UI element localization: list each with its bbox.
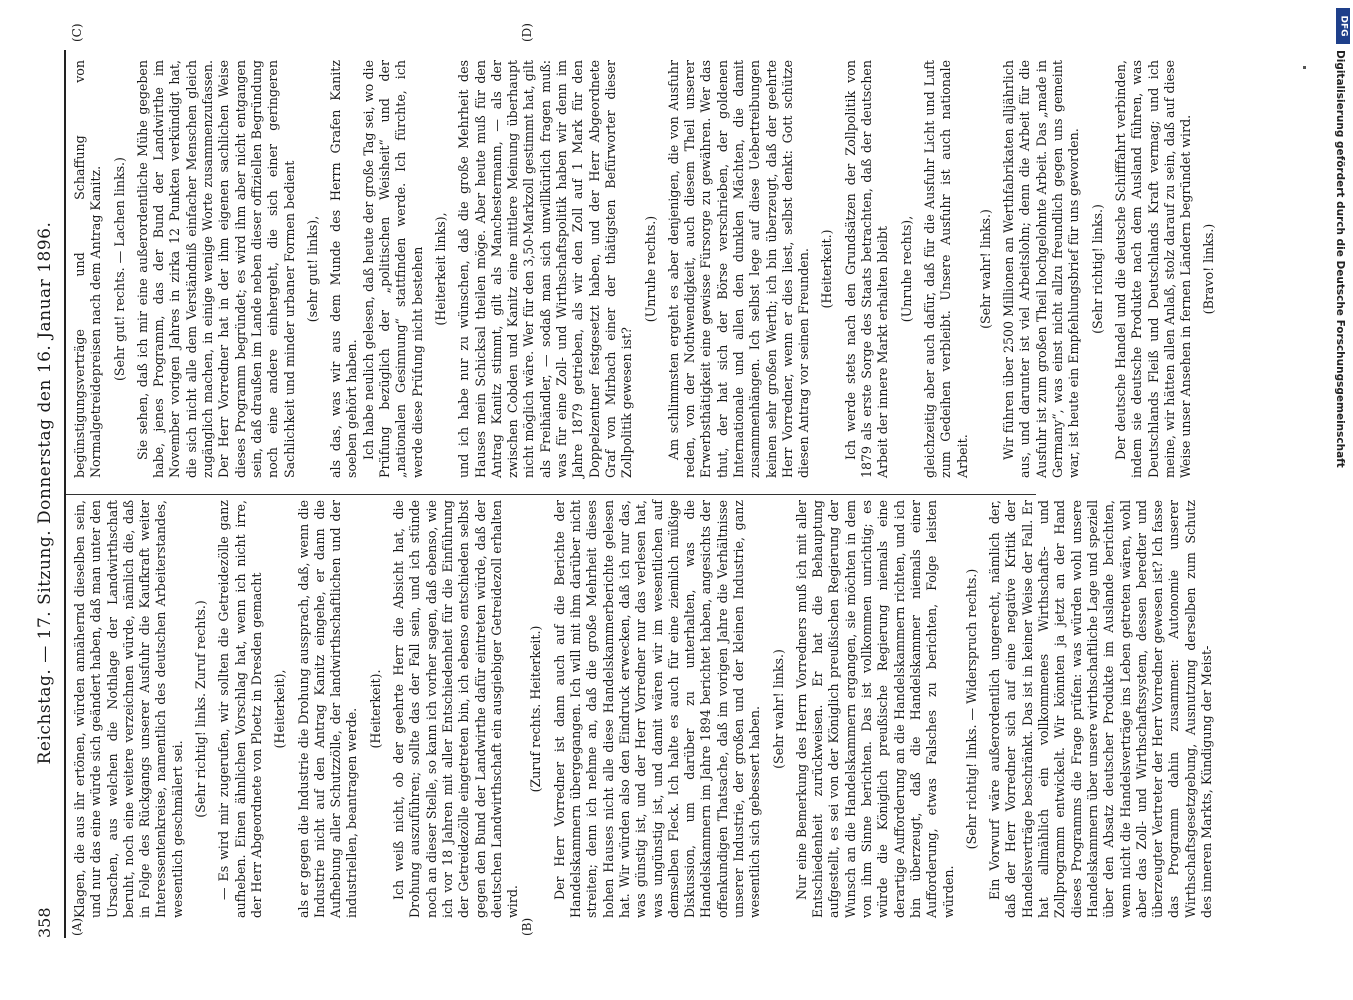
margin-marker-a: (A) [70, 917, 84, 936]
interjection: (Zuruf rechts. Heiterkeit.) [528, 625, 544, 793]
right-column [72, 60, 1217, 478]
paragraph: begünstigungsverträge und Schaffung von Normalgetreidepreisen nach dem Antrag Kanitz. [72, 60, 104, 478]
paragraph: Der deutsche Handel und die deutsche Schifffahrt verbinden, indem sie deutsche Produkte nach dem Ausland führen, was Deutschlands Fleiß und Deutschlands Kraft vermag; und ich meine, wir hätten allen Anlaß, stolz darauf zu sein, daß auf diese Weise unser Ansehen in fernen Ländern begründet wird. [1112, 60, 1194, 478]
paragraph: als das, was wir aus dem Munde des Herrn Grafen Kanitz soeben gehört haben. [328, 60, 360, 478]
interjection: (Unruhe rechts), [898, 215, 914, 323]
paragraph: Ich weiß nicht, ob der geehrte Herr die Absicht hat, die Drohung auszuführen; sollte das der Fall sein, und ich stünde noch an dieser Stelle, so kann ich vorher sagen, daß ebenso, wie ich vor 18 Jahren mit aller Entschiedenheit für die Einführung der Getreidezölle eingetreten bin, ich ebenso entschieden selbst gegen den Bund der Landwirthe dafür eintreten würde, daß der deutschen Landwirthschaft ein ausgiebiger Getreidezoll erhalten wird. [391, 500, 521, 918]
interjection: (Sehr richtig! links. — Widerspruch rechts.) [963, 568, 979, 850]
paragraph: gleichzeitig aber auch dafür, daß für die Ausfuhr Licht und Luft zum Gedeihen verbleibt. Unsere Ausfuhr ist auch nationale Arbeit. [921, 60, 970, 478]
margin-marker-d: (D) [520, 23, 534, 42]
left-column [72, 500, 1214, 918]
interjection: (Sehr wahr! links.) [977, 209, 993, 329]
paragraph: und ich habe nur zu wünschen, daß die große Mehrheit des Hauses mein Schicksal theilen möge. Aber heute muß für den Antrag Kanitz stimmt, gilt als Manchestermann, — als der zwischen Cobden und Kanitz eine mittlere Meinung überhaupt nicht möglich wäre. Wer für den 3,50-Markzoll gestimmt hat, gilt als Freihändler, — sodaß man sich unwillkürlich fragen muß: was für eine Zoll- und Wirthschaftspolitik haben wir denn im Jahre 1879 getrieben, als wir den Zoll auf 1 Mark für den Doppelzentner festgesetzt haben, und der Herr Abgeordnete Graf von Mirbach einer der thätigsten Befürworter dieser Zollpolitik gewesen ist? [456, 60, 635, 478]
dfg-logo [1336, 8, 1350, 44]
interjection: (Heiterkeit links), [432, 212, 448, 326]
interjection: (Bravo! links.) [1201, 223, 1217, 315]
interjection: (Heiterkeit). [367, 669, 383, 749]
paragraph: Ich werde stets nach den Grundsätzen der Zollpolitik von 1879 als erste Sorge des Staats betrachten, daß der deutschen Arbeit der innere Markt erhalten bleibt [842, 60, 891, 478]
interjection: (Heiterkeit), [272, 669, 288, 749]
paragraph: Wir führen über 2500 Millionen an Werthfabrikaten alljährlich aus, und darunter ist viel Arbeitslohn; denn die Arbeit für die Ausfuhr ist zum großen Theil hochgelohnte Arbeit. Das „made in Germany“, was einst nicht allzu freundlich gegen uns gemeint war, ist heute ein Empfehlungsbrief für uns geworden. [1001, 60, 1082, 478]
margin-marker-c: (C) [70, 23, 84, 42]
interjection: (Sehr wahr! links.) [770, 649, 786, 769]
interjection: (Sehr richtig! links.) [1089, 204, 1105, 334]
interjection: (Unruhe rechts.) [642, 215, 658, 323]
paragraph: Ein Vorwurf wäre außerordentlich ungerecht, nämlich der, daß der Herr Vorredner sich auf eine negative Kritik der Handelsverträge beschränkt. Das ist in keiner Weise der Fall. Er hat allmählich ein vollkommenes Wirthschafts- und Zollprogramm entwickelt. Wir könnten ja jetzt an der Hand dieses Programms die Frage prüfen: was würden wohl unsere Handelskammern über unsere wirthschaftliche Lage und speziell über den Absatz deutscher Produkte im Auslande berichten, wenn nicht die Handelsverträge ins Leben getreten wären, wohl aber das Zoll- und Wirthschaftssystem, dessen beredter und überzeugter Vertreter der Herr Vorredner gewesen ist? Ich fasse das Programm dahin zusammen: Autonomie unserer Wirthschaftsgesetzgebung, Ausnutzung derselben zum Schutz des inneren Markts, Kündigung der Meist- [987, 500, 1214, 918]
paragraph: — Es wird mir zugerufen, wir sollten die Getreidezölle ganz aufheben. Einen ähnlichen Vorschlag hat, wenn ich nicht irre, der Herr Abgeordnete von Ploetz in Dresden gemacht [216, 500, 264, 918]
paragraph: Am schlimmsten ergeht es aber denjenigen, die von Ausfuhr reden, von der Nothwendigkeit, auch diesem Theil unserer Erwerbsthätigkeit eine gewisse Fürsorge zu gewähren. Wer das thut, der hat sich der Börse verschrieben, der goldenen Internationale und allen den dunklen Mächten, die damit zusammenhängen. Ich selbst lege auf diese Uebertreibungen keinen sehr großen Werth; ich bin überzeugt, daß der geehrte Herr Vorredner, wenn er dies liest, selbst denkt: Gott schütze diesen Antrag vor seinen Freunden. [665, 60, 812, 478]
interjection: (Sehr gut! rechts. — Lachen links.) [111, 157, 127, 381]
dfg-logo-text: DFG [1338, 15, 1349, 37]
interjection: (sehr gut! links), [304, 215, 320, 323]
paragraph: Der Herr Vorredner ist dann auch auf die Berichte der Handelskammern übergegangen. Ich will mit ihm darüber nicht streiten; denn ich nehme an, daß die große Mehrheit dieses hohen Hauses nicht alle diese Handelskammerberichte gelesen hat. Wir würden also den Eindruck erwecken, daß ich nur das, was günstig ist, und der Herr Vorredner nur das verlesen hat, was ungünstig ist, und damit wären wir im wesentlichen auf demselben Fleck. Ich halte es auch für eine ziemlich müßige Diskussion, um darüber zu unterhalten, was die Handelskammern im Jahre 1894 berichtet haben, angesichts der offenkundigen Thatsache, daß im vorigen Jahre die Verhältnisse unserer Industrie, der großen und der kleinen Industrie, ganz wesentlich sich gebessert haben. [551, 500, 763, 918]
paragraph: Ich habe neulich gelesen, daß heute der große Tag sei, wo die Prüfung bezüglich der „politischen Weisheit“ und der „nationalen Gesinnung“ stattfinden werde. Ich fürchte, ich werde diese Prüfung nicht bestehen [360, 60, 425, 478]
page-header [35, 48, 65, 938]
paragraph: Nur eine Bemerkung des Herrn Vorredners muß ich mit aller Entschiedenheit zurückweisen. Er hat die Behauptung aufgestellt, es sei von der Königlich preußischen Regierung der Wunsch an die Handelskammern ergangen, sie möchten in dem von ihm Sinne berichten. Das ist vollkommen unrichtig; es würde die Königlich preußische Regierung niemals eine derartige Aufforderung an die Handelskammern richten, und ich bin überzeugt, daß die Handelskammer niemals einer Aufforderung, etwas Falsches zu berichten, Folge leisten würden. [793, 500, 956, 918]
interjection: (Heiterkeit.) [819, 229, 835, 309]
scan-speck [1303, 66, 1306, 69]
column-divider [66, 494, 1036, 495]
paragraph: Klagen, die aus ihr ertönen, würden annähernd dieselben sein, und nur das eine würde sich geändert haben, daß man unter den Ursachen, aus welchen die Nothlage der Landwirthschaft beruht, noch eine weitere verzeichnen würde, nämlich die, daß in Folge des Rückgangs unserer Ausfuhr die Kaufkraft weiter Interessentenkreise, namentlich des deutschen Arbeiterstandes, wesentlich geschmälert sei. [72, 500, 185, 918]
interjection: (Sehr richtig! links. Zuruf rechts.) [193, 600, 209, 818]
page-title: Reichstag. — 17. Sitzung. Donnerstag den 16. Januar 1896. [35, 221, 55, 765]
paragraph: Sie sehen, daß ich mir eine außerordentliche Mühe gegeben habe, jenes Programm, das der Bund der Landwirthe im November vorigen Jahres in zirka 12 Punkten verkündigt hat, die sich nicht alle dem Verständniß einfacher Menschen gleich zugänglich machen, in einige wenige Worte zusammenzufassen. Der Herr Vorredner hat in der ihm eigenen sachlichen Weise dieses Programm begründet; es wird ihm aber nicht entgangen sein, daß draußen im Lande neben dieser offiziellen Begründung noch eine andere einhergeht, die sich einer geringeren Sachlichkeit und minder urbaner Formen bedient [134, 60, 297, 478]
margin-marker-b: (B) [520, 917, 534, 936]
digitization-note: Digitalisierung gefördert durch die Deutsche Forschungsgemeinschaft [1334, 50, 1346, 468]
paragraph: als er gegen die Industrie die Drohung aussprach, daß, wenn die Industrie nicht auf den Antrag Kanitz eingehe, er dann die Aufhebung aller Schutzzölle, der landwirthschaftlichen und der industriellen, beantragen werde. [295, 500, 360, 918]
page-number: 358 [35, 907, 54, 938]
